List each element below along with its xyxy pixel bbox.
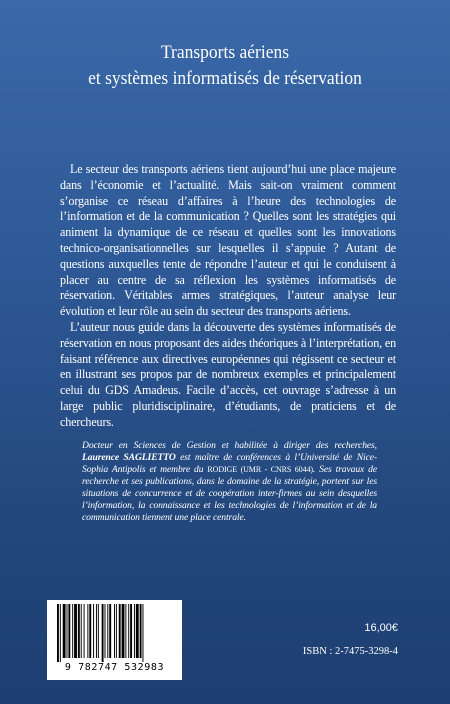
bio-lab: RODIGE (UMR - CNRS 6044): [207, 465, 313, 474]
summary-text-1: Le secteur des transports aériens tient aujourd’hui une place majeure dans l’économie et l’actualité. Mais sait-on vraiment comment s’organise ce réseau d’affaires à l’heure des technologies de l’information et de la communication ? Quelles sont les stratégies qui animent la dynamique de ce réseau et quelles sont les innovations technico-organisationnelles sur lesquelles il s’appuie ? Autant de questions auxquelles tente de répondre l’auteur et qui le conduisent à placer au centre de sa réflexion les systèmes informatisés de réservation. Véritables armes stratégiques, l’auteur analyse leur évolution et leur rôle au sein du secteur des transports aériens.: [60, 162, 396, 319]
barcode-bar: [87, 604, 88, 658]
barcode-bar: [140, 604, 142, 658]
barcode-bar: [81, 604, 82, 658]
barcode-bar: [130, 604, 132, 658]
barcode-bar: [78, 604, 80, 658]
summary-text-2: L’auteur nous guide dans la découverte des systèmes informatisés de réservation en nous proposant des aides théoriques à l’interprétation, en faisant référence aux directives européennes qui régissent ce secteur et en illustrant ses propos par de nombreux exemples et principalement celui du GDS Amadeus. Facile d’accès, cet ouvrage s’adresse à un large public pluridisciplinaire, d’étudiants, de praticiens et de chercheurs.: [60, 320, 396, 429]
barcode-bar: [114, 604, 115, 658]
bio-intro: Docteur en Sciences de Gestion et habilitée à diriger des recherches,: [82, 440, 377, 451]
book-title: [18, 40, 432, 92]
barcode-bar: [68, 604, 70, 658]
author-bio: [82, 440, 377, 524]
barcode-bar: [63, 604, 66, 658]
summary-paragraph-2: [60, 320, 396, 431]
summary-paragraph-1: [60, 162, 396, 320]
barcode-bar: [107, 604, 108, 658]
barcode-bar: [98, 604, 99, 658]
barcode-bar: [109, 604, 111, 658]
bio-part2: est maître de conférences à l’Université de Nice-Sophia Antipolis et membre du: [82, 452, 377, 475]
barcode-bar: [128, 604, 129, 658]
barcode-bar: [122, 604, 125, 658]
author-name: Laurence SAGLIETTO: [82, 452, 176, 463]
barcode-bar: [89, 604, 91, 658]
bio-part3: . Ses travaux de recherche et ses publications, dans le domaine de la stratégie, portent sur les situations de concurrence et de coopération inter-firmes au sein desquelles l’information, la connaissance et les technologies de l’information et de la communication tiennent une place centrale.: [82, 464, 377, 523]
book-title-line1: Transports aériens: [160, 42, 290, 63]
barcode-bar: [72, 604, 73, 658]
barcode-bar: [60, 604, 61, 662]
price: 16,00€: [364, 622, 398, 634]
barcode-bars: [57, 604, 172, 662]
barcode: [47, 600, 182, 680]
barcode-bar: [136, 604, 139, 658]
barcode-bar: [143, 604, 144, 662]
barcode-bar: [57, 604, 59, 662]
barcode-bar: [93, 604, 94, 658]
barcode-bar: [105, 604, 106, 658]
barcode-bar: [134, 604, 135, 658]
barcode-bar: [74, 604, 77, 658]
barcode-bar: [119, 604, 121, 658]
barcode-bar: [125, 604, 126, 658]
isbn: ISBN : 2-7475-3298-4: [302, 646, 398, 657]
barcode-bar: [96, 604, 97, 658]
barcode-bar: [84, 604, 85, 658]
barcode-bar: [116, 604, 117, 658]
barcode-bar: [67, 604, 68, 658]
barcode-bar: [102, 604, 104, 662]
book-title-line2: et systèmes informatisés de réservation: [88, 68, 362, 89]
barcode-digits: 9 782747 532983: [64, 662, 165, 673]
